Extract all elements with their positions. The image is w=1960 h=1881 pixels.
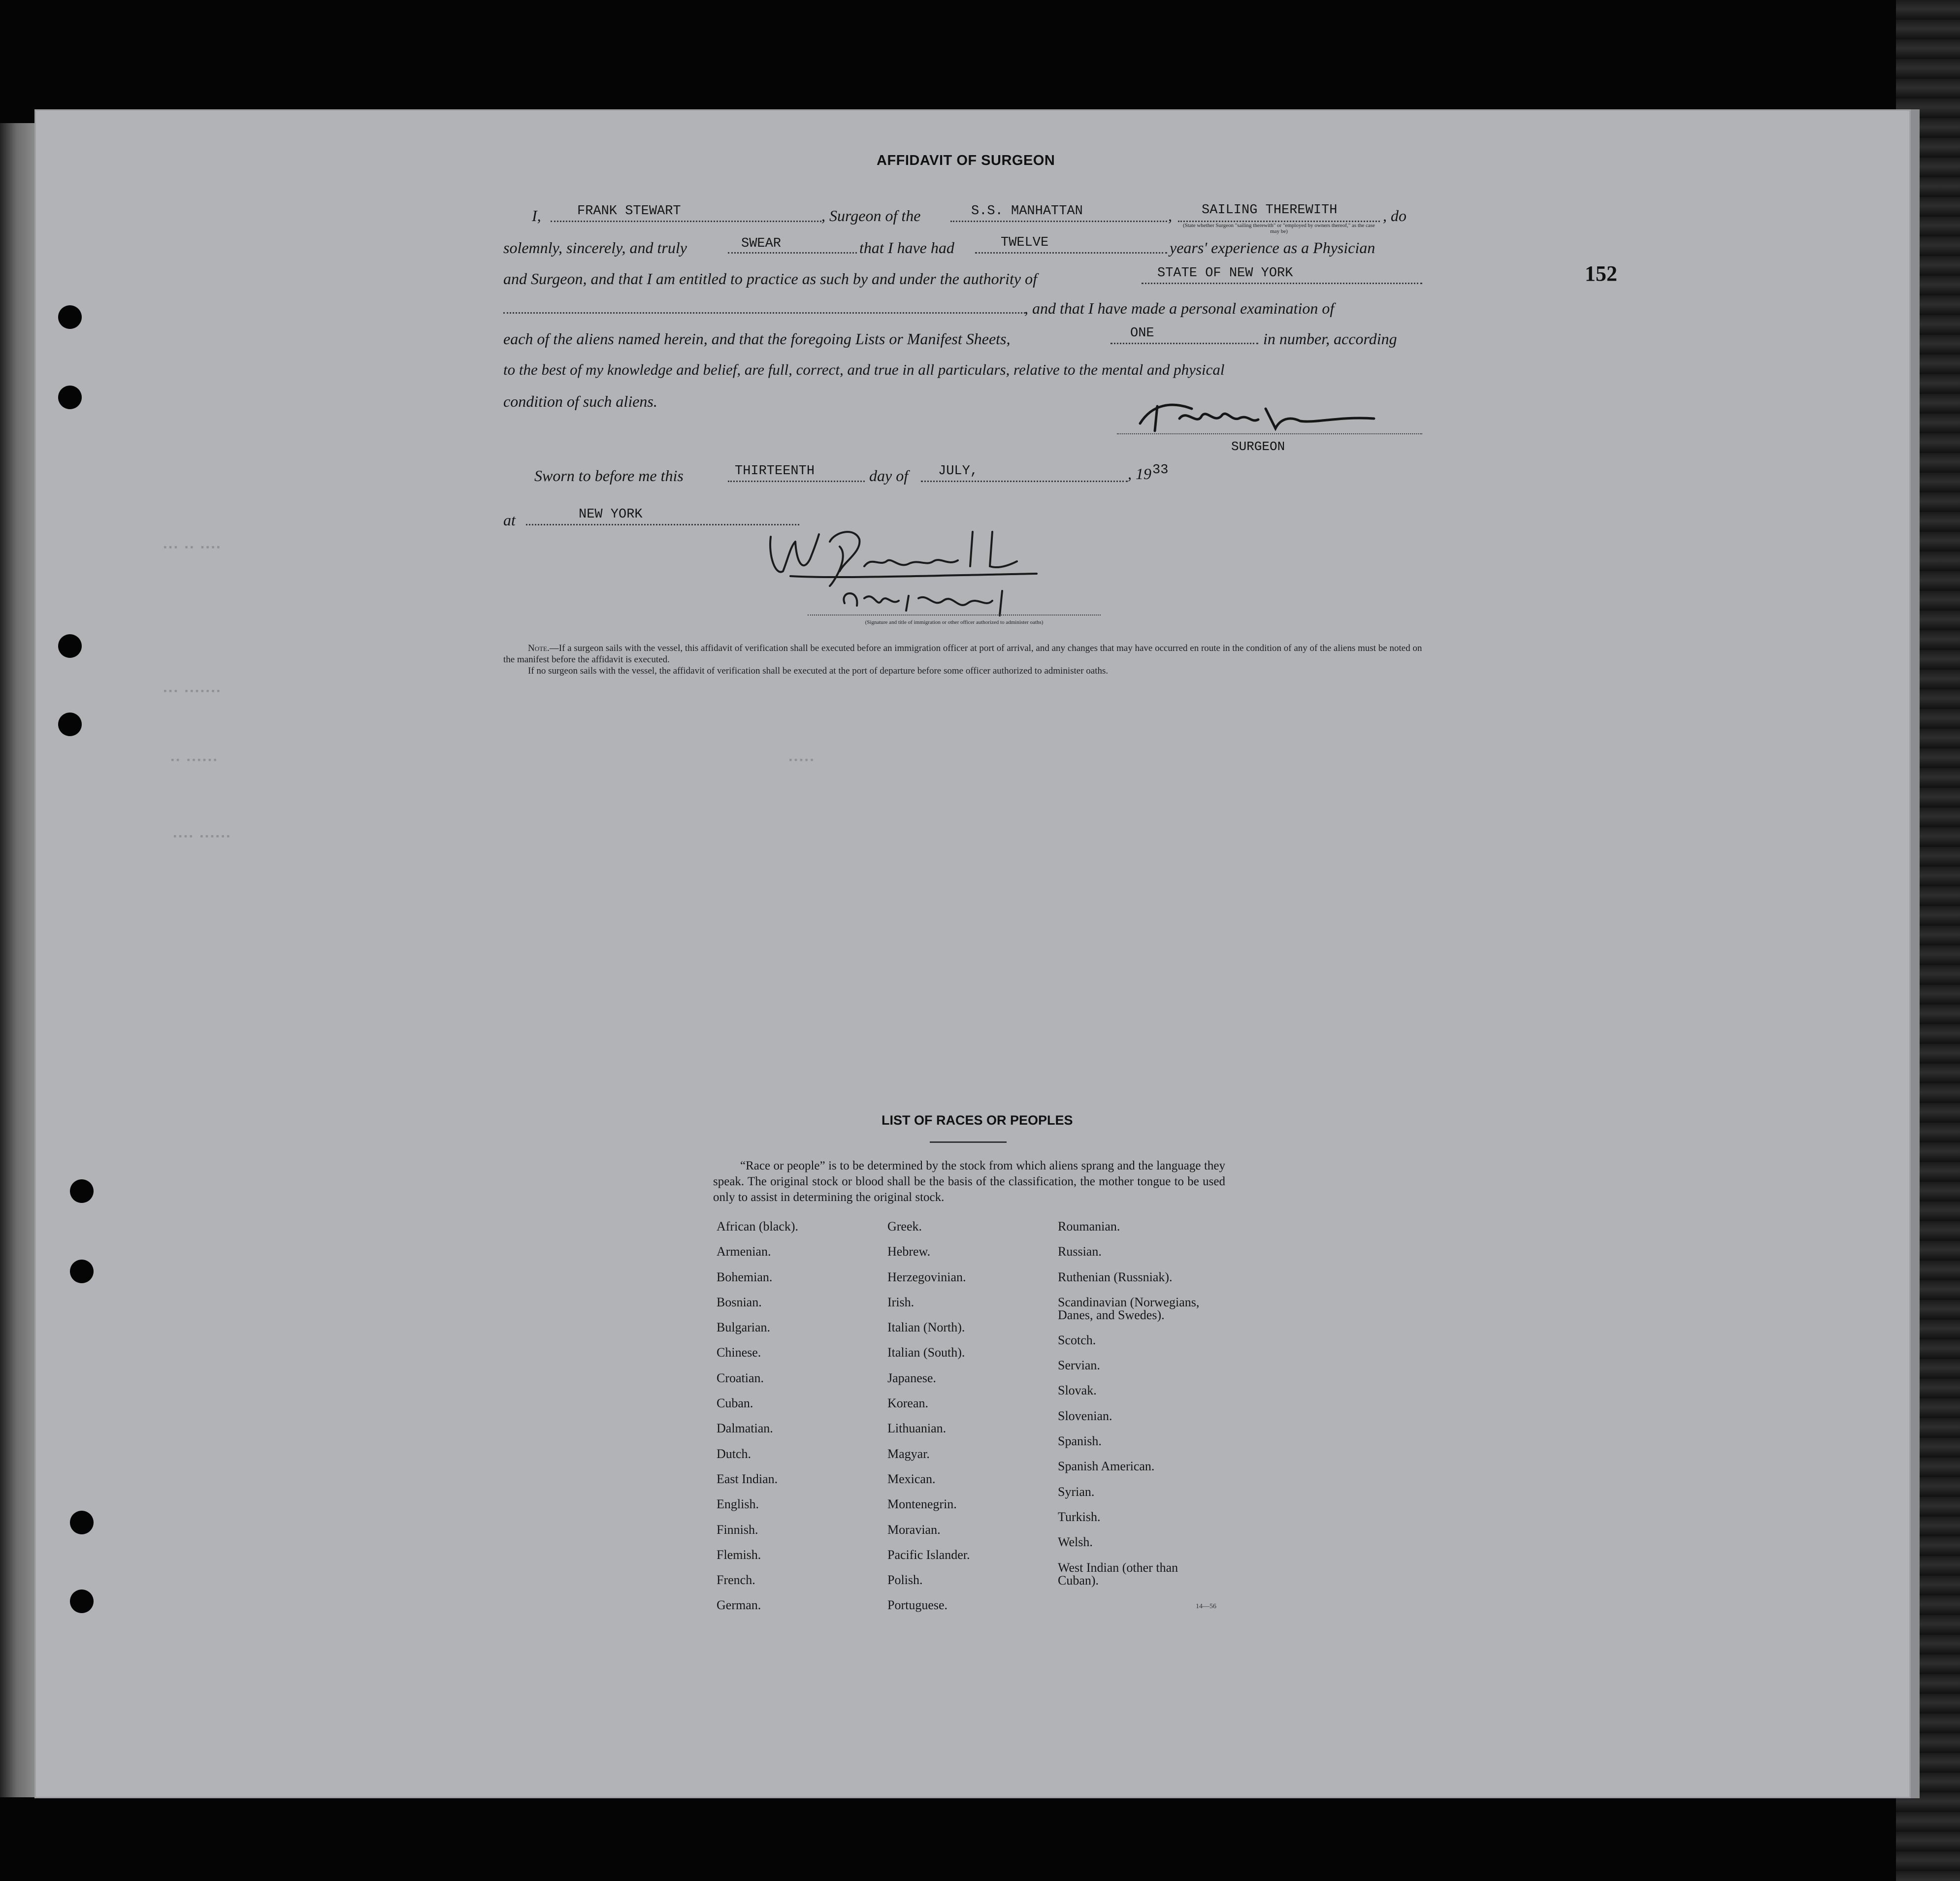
affidavit-text-surgeon-of: , Surgeon of the xyxy=(821,207,921,225)
sworn-text: Sworn to before me this xyxy=(534,467,684,485)
affidavit-text-knowledge: to the best of my knowledge and belief, are full, correct, and true in all particulars, relative to the mental and physical xyxy=(503,361,1225,378)
affidavit-text-examination: , and that I have made a personal examination of xyxy=(1024,299,1335,317)
punch-hole xyxy=(58,634,82,658)
affidavit-text-authority: and Surgeon, and that I am entitled to practice as such by and under the authority of xyxy=(503,270,1037,288)
bleed-through-mark: ▪▪▪ ▪▪▪▪▪▪▪ xyxy=(163,687,221,697)
affidavit-text-in-number: in number, according xyxy=(1263,330,1397,348)
punch-hole xyxy=(70,1511,94,1534)
bleed-through-mark: ▪▪▪ ▪▪ ▪▪▪▪ xyxy=(163,543,221,553)
races-list-title: LIST OF RACES OR PEOPLES xyxy=(882,1113,1073,1128)
race-item: Greek. xyxy=(887,1219,922,1233)
place-field: NEW YORK xyxy=(579,507,643,522)
affidavit-text-do: , do xyxy=(1383,207,1406,225)
race-item: Magyar. xyxy=(887,1446,930,1461)
page-number: 152 xyxy=(1585,261,1617,286)
fill-line xyxy=(728,252,857,254)
race-item: Bulgarian. xyxy=(717,1320,771,1335)
race-item: Russian. xyxy=(1058,1244,1102,1259)
fill-line xyxy=(950,221,1167,222)
affidavit-text-manifest: each of the aliens named herein, and that the foregoing Lists or Manifest Sheets, xyxy=(503,330,1011,348)
race-item: Pacific Islander. xyxy=(887,1547,970,1562)
fill-line xyxy=(975,252,1167,254)
race-item: Lithuanian. xyxy=(887,1421,947,1436)
adjacent-page-edge xyxy=(0,123,37,1797)
race-item: Hebrew. xyxy=(887,1244,931,1259)
affidavit-text-comma: , xyxy=(1168,207,1172,225)
surgeon-label: SURGEON xyxy=(1231,439,1285,454)
officer-signature xyxy=(761,512,1076,625)
race-item: Bosnian. xyxy=(717,1295,762,1309)
bleed-through-mark: ▪▪ ▪▪▪▪▪▪ xyxy=(170,756,218,766)
officer-note: (Signature and title of immigration or other officer authorized to administer oaths) xyxy=(865,619,1044,625)
race-item: Roumanian. xyxy=(1058,1219,1120,1233)
punch-hole xyxy=(58,713,82,736)
race-item: Italian (North). xyxy=(887,1320,965,1335)
affidavit-note xyxy=(503,643,1424,677)
race-item: Scandinavian (Norwegians, Danes, and Swedes). xyxy=(1058,1295,1200,1322)
sheets-field: ONE xyxy=(1130,326,1154,341)
year-field: 33 xyxy=(1152,463,1169,478)
year-prefix-text: , 19 xyxy=(1128,465,1151,483)
affidavit-text-solemnly: solemnly, sincerely, and truly xyxy=(503,239,687,257)
race-item: African (black). xyxy=(717,1219,799,1233)
punch-hole xyxy=(70,1589,94,1613)
fill-line xyxy=(551,221,821,222)
race-item: Welsh. xyxy=(1058,1535,1093,1550)
note-text-2: If no surgeon sails with the vessel, the affidavit of verification shall be executed at the port of departure before some officer authorized to administer oaths. xyxy=(528,666,1109,676)
officer-signature-line xyxy=(808,615,1101,616)
race-item: Dalmatian. xyxy=(717,1421,773,1436)
punch-hole xyxy=(70,1179,94,1203)
status-field: SAILING THEREWITH xyxy=(1202,203,1338,218)
races-intro: “Race or people” is to be determined by the stock from which aliens sprang and the language they speak. The original stock or blood shall be the basis of the classification, the mother tongue to be used only to assist in determining the original stock. xyxy=(713,1159,1225,1204)
race-item: Croatian. xyxy=(717,1370,764,1385)
race-item: Herzegovinian. xyxy=(887,1269,966,1284)
authority-field: STATE OF NEW YORK xyxy=(1157,266,1293,281)
race-item: Turkish. xyxy=(1058,1509,1101,1524)
race-item: Slovenian. xyxy=(1058,1408,1112,1423)
years-field: TWELVE xyxy=(1001,235,1049,250)
race-item: Scotch. xyxy=(1058,1332,1096,1347)
form-code: 14—56 xyxy=(1196,1603,1216,1610)
fill-line xyxy=(526,524,799,525)
surgeon-signature xyxy=(1133,394,1389,438)
race-item: Armenian. xyxy=(717,1244,771,1259)
race-item: Finnish. xyxy=(717,1522,758,1537)
race-item: Cuban. xyxy=(717,1396,753,1411)
race-item: Servian. xyxy=(1058,1358,1100,1373)
fill-line xyxy=(1142,283,1422,284)
fill-line xyxy=(728,481,865,482)
race-item: Spanish American. xyxy=(1058,1459,1155,1474)
race-item: Bohemian. xyxy=(717,1269,773,1284)
race-item: Portuguese. xyxy=(887,1598,948,1613)
affidavit-text-years: years' experience as a Physician xyxy=(1170,239,1375,257)
race-item: Spanish. xyxy=(1058,1434,1102,1449)
race-item: Dutch. xyxy=(717,1446,751,1461)
fill-line xyxy=(1178,221,1380,222)
race-item: Ruthenian (Russniak). xyxy=(1058,1269,1173,1284)
month-field: JULY, xyxy=(938,464,979,479)
race-item: Montenegrin. xyxy=(887,1497,957,1512)
affidavit-text-i: I, xyxy=(532,207,541,225)
race-item: German. xyxy=(717,1598,761,1613)
affidavit-title: AFFIDAVIT OF SURGEON xyxy=(877,153,1055,168)
oath-field: SWEAR xyxy=(741,236,782,251)
race-item: Chinese. xyxy=(717,1345,761,1360)
punch-hole xyxy=(58,386,82,409)
race-item: East Indian. xyxy=(717,1471,778,1486)
fill-line xyxy=(503,312,1025,314)
race-item: Polish. xyxy=(887,1573,923,1588)
surgeon-name-field: FRANK STEWART xyxy=(577,204,681,219)
affidavit-text-had: that I have had xyxy=(859,239,954,257)
punch-hole xyxy=(70,1260,94,1283)
races-column-2 xyxy=(887,1220,970,1624)
race-item: Irish. xyxy=(887,1295,915,1309)
day-of-text: day of xyxy=(869,467,909,485)
race-item: Slovak. xyxy=(1058,1383,1097,1398)
signature-line xyxy=(1117,433,1422,434)
day-field: THIRTEENTH xyxy=(735,464,815,479)
affidavit-text-condition: condition of such aliens. xyxy=(503,392,657,410)
race-item: West Indian (other than Cuban). xyxy=(1058,1560,1178,1588)
page-edge xyxy=(1911,109,1920,1798)
races-column-3 xyxy=(1058,1220,1199,1599)
races-column-1 xyxy=(717,1220,798,1624)
race-item: Korean. xyxy=(887,1396,929,1411)
bleed-through-mark: ▪▪▪▪▪ xyxy=(788,756,815,766)
note-text-1: —If a surgeon sails with the vessel, this affidavit of verification shall be executed before an immigration officer at port of arrival, and any changes that may have occurred en route in the condition of any of the aliens must be noted on the manifest before the affidavit is executed. xyxy=(503,643,1422,665)
race-item: Japanese. xyxy=(887,1370,936,1385)
race-item: French. xyxy=(717,1573,755,1588)
race-item: English. xyxy=(717,1497,759,1512)
state-note: (State whether Surgeon "sailing therewith" or "employed by owners thereof," as the case may be) xyxy=(1182,223,1375,234)
punch-hole xyxy=(58,305,82,329)
race-item: Moravian. xyxy=(887,1522,941,1537)
bleed-through-mark: ▪▪▪▪ ▪▪▪▪▪▪ xyxy=(172,832,231,842)
title-rule xyxy=(930,1141,1007,1143)
note-label: Note. xyxy=(528,643,550,653)
ship-name-field: S.S. MANHATTAN xyxy=(971,204,1083,219)
fill-line xyxy=(1111,343,1258,344)
race-item: Mexican. xyxy=(887,1471,936,1486)
fill-line xyxy=(921,481,1128,482)
race-item: Italian (South). xyxy=(887,1345,965,1360)
race-item: Syrian. xyxy=(1058,1484,1095,1499)
race-item: Flemish. xyxy=(717,1547,761,1562)
at-text: at xyxy=(503,511,516,529)
